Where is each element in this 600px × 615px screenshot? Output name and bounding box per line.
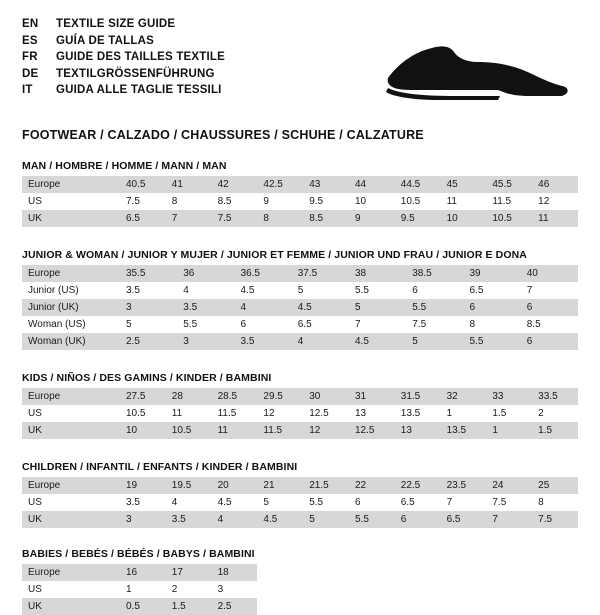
size-table-children bbox=[22, 477, 578, 528]
cell: 11 bbox=[212, 422, 258, 439]
cell: 11 bbox=[441, 193, 487, 210]
row-label: Europe bbox=[22, 388, 120, 405]
cell: 9.5 bbox=[303, 193, 349, 210]
table-row bbox=[22, 176, 578, 193]
row-label: UK bbox=[22, 511, 120, 528]
cell: 35.5 bbox=[120, 265, 177, 282]
cell: 6.5 bbox=[395, 494, 441, 511]
size-table-kids bbox=[22, 388, 578, 439]
cell: 11.5 bbox=[257, 422, 303, 439]
cell: 1.5 bbox=[166, 598, 212, 615]
cell: 4 bbox=[235, 299, 292, 316]
language-code: IT bbox=[22, 84, 33, 96]
cell-empty bbox=[532, 564, 578, 581]
cell: 5 bbox=[349, 299, 406, 316]
cell: 5 bbox=[257, 494, 303, 511]
table-row bbox=[22, 193, 578, 210]
cell: 7.5 bbox=[532, 511, 578, 528]
table-row bbox=[22, 511, 578, 528]
cell: 6 bbox=[395, 511, 441, 528]
cell: 31.5 bbox=[395, 388, 441, 405]
cell: 3 bbox=[177, 333, 234, 350]
cell: 10.5 bbox=[120, 405, 166, 422]
group-title: CHILDREN / INFANTIL / ENFANTS / KINDER / BAMBINI bbox=[22, 461, 298, 473]
cell-empty bbox=[486, 564, 532, 581]
cell: 40 bbox=[521, 265, 578, 282]
cell: 20 bbox=[212, 477, 258, 494]
cell: 3.5 bbox=[120, 282, 177, 299]
cell: 24 bbox=[486, 477, 532, 494]
cell-empty bbox=[257, 581, 303, 598]
dress-shoe-icon bbox=[380, 34, 570, 106]
group-title: JUNIOR & WOMAN / JUNIOR Y MUJER / JUNIOR ET FEMME / JUNIOR UND FRAU / JUNIOR E DONA bbox=[22, 249, 527, 261]
cell-empty bbox=[486, 581, 532, 598]
cell: 1.5 bbox=[486, 405, 532, 422]
cell: 8.5 bbox=[212, 193, 258, 210]
cell: 9 bbox=[349, 210, 395, 227]
cell: 10.5 bbox=[166, 422, 212, 439]
cell: 38.5 bbox=[406, 265, 463, 282]
row-label: Junior (UK) bbox=[22, 299, 120, 316]
table-row bbox=[22, 422, 578, 439]
cell: 21.5 bbox=[303, 477, 349, 494]
cell: 27.5 bbox=[120, 388, 166, 405]
language-code: FR bbox=[22, 51, 38, 63]
cell: 11 bbox=[166, 405, 212, 422]
cell: 3 bbox=[120, 511, 166, 528]
cell: 5.5 bbox=[303, 494, 349, 511]
cell: 3 bbox=[212, 581, 258, 598]
cell: 6.5 bbox=[292, 316, 349, 333]
cell: 6 bbox=[521, 333, 578, 350]
size-table-man bbox=[22, 176, 578, 227]
cell: 11 bbox=[532, 210, 578, 227]
row-label: Junior (US) bbox=[22, 282, 120, 299]
cell: 45 bbox=[441, 176, 487, 193]
cell: 10 bbox=[120, 422, 166, 439]
table-row bbox=[22, 333, 578, 350]
cell-empty bbox=[441, 564, 487, 581]
cell: 4.5 bbox=[257, 511, 303, 528]
cell: 5.5 bbox=[406, 299, 463, 316]
cell: 10.5 bbox=[395, 193, 441, 210]
cell: 6.5 bbox=[120, 210, 166, 227]
row-label: US bbox=[22, 494, 120, 511]
cell: 13 bbox=[349, 405, 395, 422]
cell: 28.5 bbox=[212, 388, 258, 405]
language-title: GUIDA ALLE TAGLIE TESSILI bbox=[56, 84, 222, 96]
cell: 22 bbox=[349, 477, 395, 494]
cell: 3.5 bbox=[166, 511, 212, 528]
cell: 30 bbox=[303, 388, 349, 405]
group-title: MAN / HOMBRE / HOMME / MANN / MAN bbox=[22, 160, 227, 172]
cell: 16 bbox=[120, 564, 166, 581]
row-label: UK bbox=[22, 598, 120, 615]
cell: 2 bbox=[166, 581, 212, 598]
cell: 17 bbox=[166, 564, 212, 581]
cell: 10 bbox=[441, 210, 487, 227]
language-code: DE bbox=[22, 67, 39, 80]
cell: 12 bbox=[532, 193, 578, 210]
table-row bbox=[22, 564, 578, 581]
row-label: Woman (US) bbox=[22, 316, 120, 333]
cell-empty bbox=[349, 581, 395, 598]
cell: 22.5 bbox=[395, 477, 441, 494]
cell: 6.5 bbox=[464, 282, 521, 299]
cell: 44 bbox=[349, 176, 395, 193]
cell: 4.5 bbox=[349, 333, 406, 350]
cell: 44.5 bbox=[395, 176, 441, 193]
cell: 33 bbox=[486, 388, 532, 405]
cell: 18 bbox=[212, 564, 258, 581]
cell: 13 bbox=[395, 422, 441, 439]
cell: 42 bbox=[212, 176, 258, 193]
cell: 5 bbox=[292, 282, 349, 299]
table-row bbox=[22, 282, 578, 299]
row-label: US bbox=[22, 193, 120, 210]
cell: 4.5 bbox=[235, 282, 292, 299]
cell: 7 bbox=[349, 316, 406, 333]
cell: 38 bbox=[349, 265, 406, 282]
table-row bbox=[22, 210, 578, 227]
cell: 6 bbox=[349, 494, 395, 511]
cell: 2 bbox=[532, 405, 578, 422]
cell-empty bbox=[349, 598, 395, 615]
table-row bbox=[22, 581, 578, 598]
row-label: Europe bbox=[22, 176, 120, 193]
language-title: GUÍA DE TALLAS bbox=[56, 34, 154, 47]
table-row bbox=[22, 299, 578, 316]
cell: 32 bbox=[441, 388, 487, 405]
row-label: UK bbox=[22, 210, 120, 227]
row-label: US bbox=[22, 405, 120, 422]
row-label: Europe bbox=[22, 265, 120, 282]
language-code: EN bbox=[22, 18, 39, 30]
cell: 8 bbox=[257, 210, 303, 227]
cell-empty bbox=[257, 598, 303, 615]
cell: 1 bbox=[120, 581, 166, 598]
row-label: US bbox=[22, 581, 120, 598]
cell: 7.5 bbox=[212, 210, 258, 227]
cell: 4 bbox=[292, 333, 349, 350]
cell: 7 bbox=[166, 210, 212, 227]
table-row bbox=[22, 388, 578, 405]
cell-empty bbox=[441, 581, 487, 598]
cell: 5.5 bbox=[464, 333, 521, 350]
document-header bbox=[22, 18, 578, 114]
cell: 12 bbox=[303, 422, 349, 439]
cell: 7.5 bbox=[406, 316, 463, 333]
group-title: BABIES / BEBÉS / BÉBÉS / BABYS / BAMBINI bbox=[22, 548, 255, 560]
cell: 6 bbox=[235, 316, 292, 333]
cell: 3.5 bbox=[120, 494, 166, 511]
cell: 6 bbox=[521, 299, 578, 316]
cell: 6 bbox=[406, 282, 463, 299]
cell: 5 bbox=[120, 316, 177, 333]
cell-empty bbox=[486, 598, 532, 615]
cell: 5.5 bbox=[177, 316, 234, 333]
cell: 5.5 bbox=[349, 282, 406, 299]
cell: 8 bbox=[532, 494, 578, 511]
group-junior-woman bbox=[22, 249, 578, 350]
cell: 7 bbox=[521, 282, 578, 299]
cell: 40.5 bbox=[120, 176, 166, 193]
cell: 4 bbox=[177, 282, 234, 299]
cell: 41 bbox=[166, 176, 212, 193]
table-row bbox=[22, 405, 578, 422]
cell: 43 bbox=[303, 176, 349, 193]
language-title: GUIDE DES TAILLES TEXTILE bbox=[56, 51, 225, 63]
cell: 6 bbox=[464, 299, 521, 316]
cell: 2.5 bbox=[212, 598, 258, 615]
cell: 19 bbox=[120, 477, 166, 494]
cell-empty bbox=[257, 564, 303, 581]
cell: 7 bbox=[486, 511, 532, 528]
cell: 12.5 bbox=[303, 405, 349, 422]
cell: 8.5 bbox=[521, 316, 578, 333]
size-table-junior-woman bbox=[22, 265, 578, 350]
cell: 6.5 bbox=[441, 511, 487, 528]
group-man bbox=[22, 160, 578, 227]
cell-empty bbox=[441, 598, 487, 615]
size-table-babies bbox=[22, 564, 578, 615]
cell-empty bbox=[532, 598, 578, 615]
cell-empty bbox=[303, 564, 349, 581]
cell: 4.5 bbox=[292, 299, 349, 316]
language-title: TEXTILGRÖSSENFÜHRUNG bbox=[56, 67, 215, 80]
cell: 3.5 bbox=[235, 333, 292, 350]
language-row bbox=[22, 18, 578, 35]
group-title: KIDS / NIÑOS / DES GAMINS / KINDER / BAMBINI bbox=[22, 372, 272, 384]
cell: 13.5 bbox=[441, 422, 487, 439]
cell: 7.5 bbox=[486, 494, 532, 511]
cell: 4.5 bbox=[212, 494, 258, 511]
cell: 1 bbox=[486, 422, 532, 439]
cell-empty bbox=[395, 581, 441, 598]
cell: 21 bbox=[257, 477, 303, 494]
cell: 8 bbox=[166, 193, 212, 210]
cell-empty bbox=[395, 598, 441, 615]
cell-empty bbox=[303, 581, 349, 598]
cell: 3 bbox=[120, 299, 177, 316]
cell: 5 bbox=[406, 333, 463, 350]
language-code: ES bbox=[22, 34, 38, 47]
cell: 8.5 bbox=[303, 210, 349, 227]
group-kids bbox=[22, 372, 578, 439]
cell: 13.5 bbox=[395, 405, 441, 422]
cell: 7.5 bbox=[120, 193, 166, 210]
cell: 1 bbox=[441, 405, 487, 422]
cell-empty bbox=[349, 564, 395, 581]
cell: 19.5 bbox=[166, 477, 212, 494]
cell: 7 bbox=[441, 494, 487, 511]
cell: 36 bbox=[177, 265, 234, 282]
cell: 0.5 bbox=[120, 598, 166, 615]
group-children bbox=[22, 461, 578, 528]
cell: 10 bbox=[349, 193, 395, 210]
table-row bbox=[22, 494, 578, 511]
cell: 9.5 bbox=[395, 210, 441, 227]
row-label: Woman (UK) bbox=[22, 333, 120, 350]
row-label: Europe bbox=[22, 477, 120, 494]
table-row bbox=[22, 477, 578, 494]
cell-empty bbox=[303, 598, 349, 615]
cell: 33.5 bbox=[532, 388, 578, 405]
row-label: Europe bbox=[22, 564, 120, 581]
cell: 5 bbox=[303, 511, 349, 528]
table-row bbox=[22, 598, 578, 615]
cell: 2.5 bbox=[120, 333, 177, 350]
group-babies bbox=[22, 548, 578, 615]
cell: 4 bbox=[166, 494, 212, 511]
cell: 4 bbox=[212, 511, 258, 528]
cell: 10.5 bbox=[486, 210, 532, 227]
cell: 36.5 bbox=[235, 265, 292, 282]
table-row bbox=[22, 316, 578, 333]
cell: 37.5 bbox=[292, 265, 349, 282]
cell: 3.5 bbox=[177, 299, 234, 316]
cell: 5.5 bbox=[349, 511, 395, 528]
cell: 12 bbox=[257, 405, 303, 422]
cell: 23.5 bbox=[441, 477, 487, 494]
cell: 28 bbox=[166, 388, 212, 405]
category-title: FOOTWEAR / CALZADO / CHAUSSURES / SCHUHE / CALZATURE bbox=[22, 128, 424, 142]
cell: 42.5 bbox=[257, 176, 303, 193]
table-row bbox=[22, 265, 578, 282]
cell: 25 bbox=[532, 477, 578, 494]
cell: 1.5 bbox=[532, 422, 578, 439]
cell: 12.5 bbox=[349, 422, 395, 439]
cell-empty bbox=[532, 581, 578, 598]
language-title: TEXTILE SIZE GUIDE bbox=[56, 18, 176, 30]
cell: 11.5 bbox=[212, 405, 258, 422]
cell: 45.5 bbox=[486, 176, 532, 193]
cell: 46 bbox=[532, 176, 578, 193]
cell: 8 bbox=[464, 316, 521, 333]
cell: 11.5 bbox=[486, 193, 532, 210]
cell: 39 bbox=[464, 265, 521, 282]
cell: 31 bbox=[349, 388, 395, 405]
cell-empty bbox=[395, 564, 441, 581]
cell: 29.5 bbox=[257, 388, 303, 405]
row-label: UK bbox=[22, 422, 120, 439]
cell: 9 bbox=[257, 193, 303, 210]
